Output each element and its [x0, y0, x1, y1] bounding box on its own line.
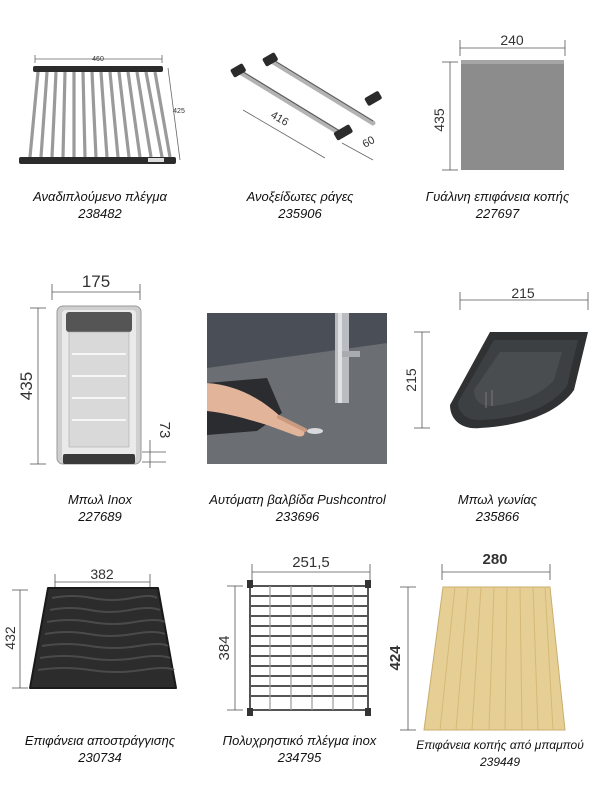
product-code: 233696	[275, 509, 320, 524]
inox-grid-illustration	[205, 550, 400, 730]
corner-width-dim: 215	[511, 285, 535, 301]
product-code: 235906	[278, 206, 322, 221]
product-code: 227689	[78, 509, 122, 524]
bamboo-width-dim: 280	[482, 551, 508, 568]
product-code: 238482	[78, 206, 122, 221]
product-code: 227697	[475, 206, 520, 221]
product-name: Γυάλινη επιφάνεια κοπής	[425, 189, 570, 204]
bowl-width-dim: 175	[81, 272, 111, 291]
product-name: Αναδιπλούμενο πλέγμα	[33, 189, 167, 204]
product-name: Ανοξείδωτες ράγες	[246, 189, 354, 204]
corner-bowl-illustration	[400, 260, 600, 490]
bowl-depth-dim: 435	[17, 371, 36, 401]
rails-length-dim: 416	[268, 109, 291, 129]
bamboo-board-illustration	[387, 550, 600, 740]
inox-bowl-illustration	[0, 260, 200, 490]
glass-board-illustration	[400, 0, 600, 185]
drain-height-dim: 432	[2, 626, 18, 650]
product-name: Επιφάνεια κοπής από μπαμπού	[416, 738, 584, 752]
draining-board-illustration	[0, 560, 200, 730]
grid-width-dim: 251,5	[292, 554, 330, 571]
product-name: Μπωλ Inox	[67, 492, 133, 507]
rack-depth-dim: 425	[173, 108, 185, 115]
product-name: Επιφάνεια αποστράγγισης	[24, 733, 176, 748]
corner-height-dim: 215	[403, 368, 419, 392]
glass-width-dim: 240	[500, 32, 524, 48]
product-code: 235866	[475, 509, 520, 524]
product-code: 234795	[277, 750, 322, 765]
drain-width-dim: 382	[90, 566, 114, 582]
product-name: Αυτόματη βαλβίδα Pushcontrol	[209, 492, 386, 507]
product-name: Μπωλ γωνίας	[457, 492, 538, 507]
bowl-height-dim: 73	[156, 421, 173, 439]
stainless-rails-illustration	[195, 0, 405, 180]
rack-width-dim: 460	[92, 56, 104, 63]
product-code: 239449	[479, 755, 521, 769]
pushcontrol-photo	[207, 313, 387, 464]
rails-width-dim: 60	[360, 134, 378, 151]
product-code: 230734	[78, 750, 122, 765]
grid-height-dim: 384	[216, 635, 233, 661]
bamboo-height-dim: 424	[387, 645, 404, 671]
glass-height-dim: 435	[431, 108, 447, 132]
product-name: Πολυχρηστικό πλέγμα inox	[222, 733, 377, 748]
foldable-rack-illustration	[0, 0, 200, 180]
